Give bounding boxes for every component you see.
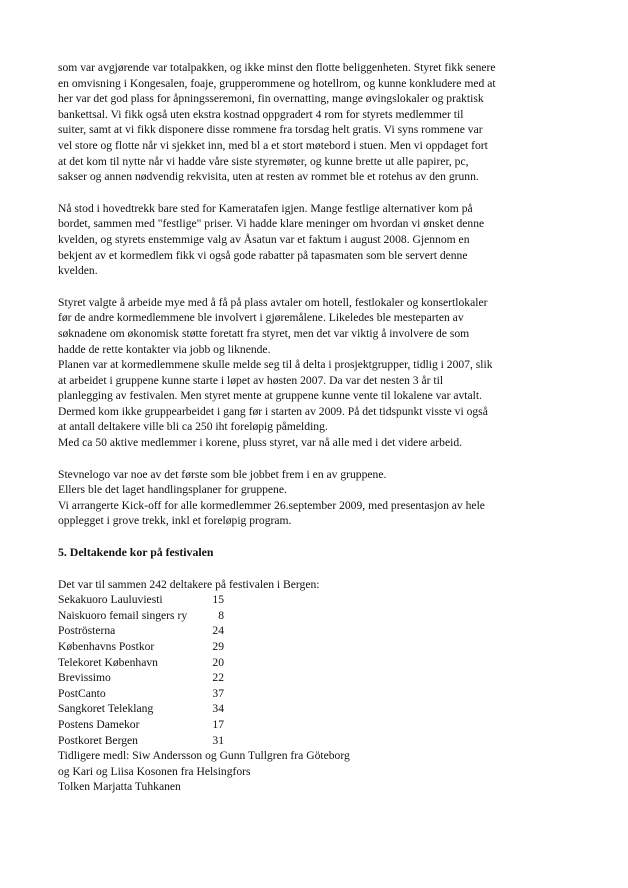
choir-row [58, 592, 568, 608]
choir-row [58, 686, 568, 702]
text-line: bankettsal. Vi fikk også uten ekstra kostnad oppgradert 4 rom for styrets medlemmer til [58, 107, 464, 121]
text-line: kvelden. [58, 264, 98, 278]
choir-name: Postkoret Bergen [58, 733, 138, 747]
choir-row [58, 670, 568, 686]
text-line: Vi arrangerte Kick-off for alle kormedlemmer 26.september 2009, med presentasjon av hele [58, 498, 485, 512]
text-line: Planen var at kormedlemmene skulle melde seg til å delta i prosjektgrupper, tidlig i 2007, slik [58, 358, 493, 372]
choir-name: Postens Damekor [58, 717, 140, 731]
text-line: opplegget i grove trekk, inkl et foreløpig program. [58, 514, 292, 528]
choir-row [58, 655, 568, 671]
paragraph-hotel [58, 60, 568, 185]
choir-name: Poströsterna [58, 624, 116, 638]
choir-count: 15 [212, 593, 224, 607]
choir-name: Sangkoret Teleklang [58, 702, 154, 716]
choir-row [58, 608, 568, 624]
text-line: Tidligere medl: Siw Andersson og Gunn Tullgren fra Göteborg [58, 749, 350, 763]
text-line: at arbeidet i gruppene kunne starte i løpet av høsten 2007. Da var det nesten 3 år til [58, 373, 444, 387]
text-line: en omvisning i Kongesalen, foaje, grupperommene og hotellrom, og kunne konkludere med at [58, 76, 496, 90]
paragraph-groups [58, 467, 568, 529]
text-line: Det var til sammen 242 deltakere på festivalen i Bergen: [58, 577, 320, 591]
text-line: at det kom til nytte når vi hadde våre siste styremøter, og kunne brette ut alle papirer, pc, [58, 154, 469, 168]
document-page [58, 60, 568, 795]
text-line: kvelden, og styrets enstemmige valg av Åsatun var et faktum i august 2008. Gjennom en [58, 232, 470, 246]
section-heading: 5. Deltakende kor på festivalen [58, 545, 214, 560]
text-line: Nå stod i hovedtrekk bare sted for Kameratafen igjen. Mange festlige alternativer kom på [58, 201, 473, 215]
choir-name: Københavns Postkor [58, 640, 155, 653]
paragraph-planning [58, 295, 568, 451]
paragraph-kameratafen [58, 201, 568, 279]
choir-name: Naiskuoro femail singers ry [58, 608, 188, 622]
choir-name: Brevissimo [58, 671, 111, 685]
choir-name: PostCanto [58, 686, 106, 700]
text-line: og Kari og Liisa Kosonen fra Helsingfors [58, 764, 251, 778]
choir-row [58, 701, 568, 717]
choir-count: 34 [212, 702, 224, 716]
text-line: før de andre kormedlemmene ble involvert i gjøremålene. Likeledes ble mesteparten av [58, 311, 464, 325]
choir-name: Sekakuoro Lauluviesti [58, 593, 163, 607]
text-line: planlegging av festivalen. Men styret mente at gruppene kunne vente til lokalene var avtalt. [58, 389, 482, 403]
choir-count: 31 [212, 733, 224, 747]
text-line: at antall deltakere ville bli ca 250 iht foreløpig påmelding. [58, 420, 328, 434]
choir-count: 29 [212, 640, 224, 653]
choir-list [58, 592, 568, 748]
choir-row [58, 623, 568, 639]
choir-name: Telekoret København [58, 655, 158, 669]
text-line: hadde de rette kontakter via jobb og liknende. [58, 342, 271, 356]
choir-count: 37 [212, 686, 224, 700]
participants-intro [58, 577, 568, 593]
text-line: bordet, sammen med "festlige" priser. Vi hadde klare meninger om hvordan vi ønsket denne [58, 217, 485, 231]
choir-row [58, 733, 568, 749]
text-line: suiter, samt at vi fikk disponere disse rommene fra torsdag helt gratis. Vi syns rommene var [58, 123, 483, 137]
text-line: Tolken Marjatta Tuhkanen [58, 780, 181, 794]
choir-row [58, 717, 568, 733]
choir-row [58, 639, 568, 655]
text-line: bekjent av et kormedlem fikk vi også gode rabatter på tapasmaten som ble servert denne [58, 248, 468, 262]
text-line: Styret valgte å arbeide mye med å få på plass avtaler om hotell, festlokaler og konsertlokaler [58, 295, 488, 309]
choir-count: 20 [212, 655, 224, 669]
text-line: Ellers ble det laget handlingsplaner for gruppene. [58, 483, 287, 497]
choir-count: 22 [212, 671, 224, 685]
choir-count: 24 [212, 624, 224, 638]
text-line: Med ca 50 aktive medlemmer i korene, pluss styret, var nå alle med i det videre arbeid. [58, 436, 463, 450]
text-line: sakser og annen nødvendig rekvisita, uten at resten av rommet ble et rotehus av den grunn. [58, 170, 479, 184]
choir-count: 8 [218, 608, 224, 622]
text-line: søknadene om økonomisk støtte foretatt fra styret, men det var viktig å involvere de som [58, 326, 470, 340]
text-line: vel store og flotte når vi sjekket inn, med bl a et stort møtebord i stuen. Men vi oppdaget fort [58, 138, 488, 152]
closing-notes [58, 748, 568, 795]
text-line: Dermed kom ikke gruppearbeidet i gang før i starten av 2009. På det tidspunkt visste vi også [58, 404, 488, 418]
choir-count: 17 [212, 717, 224, 731]
text-line: som var avgjørende var totalpakken, og ikke minst den flotte beliggenheten. Styret fikk senere [58, 61, 496, 74]
text-line: her var det god plass for åpningsseremoni, fin overnatting, mange øvingslokaler og praktisk [58, 92, 484, 106]
text-line: Stevnelogo var noe av det første som ble jobbet frem i en av gruppene. [58, 467, 387, 481]
